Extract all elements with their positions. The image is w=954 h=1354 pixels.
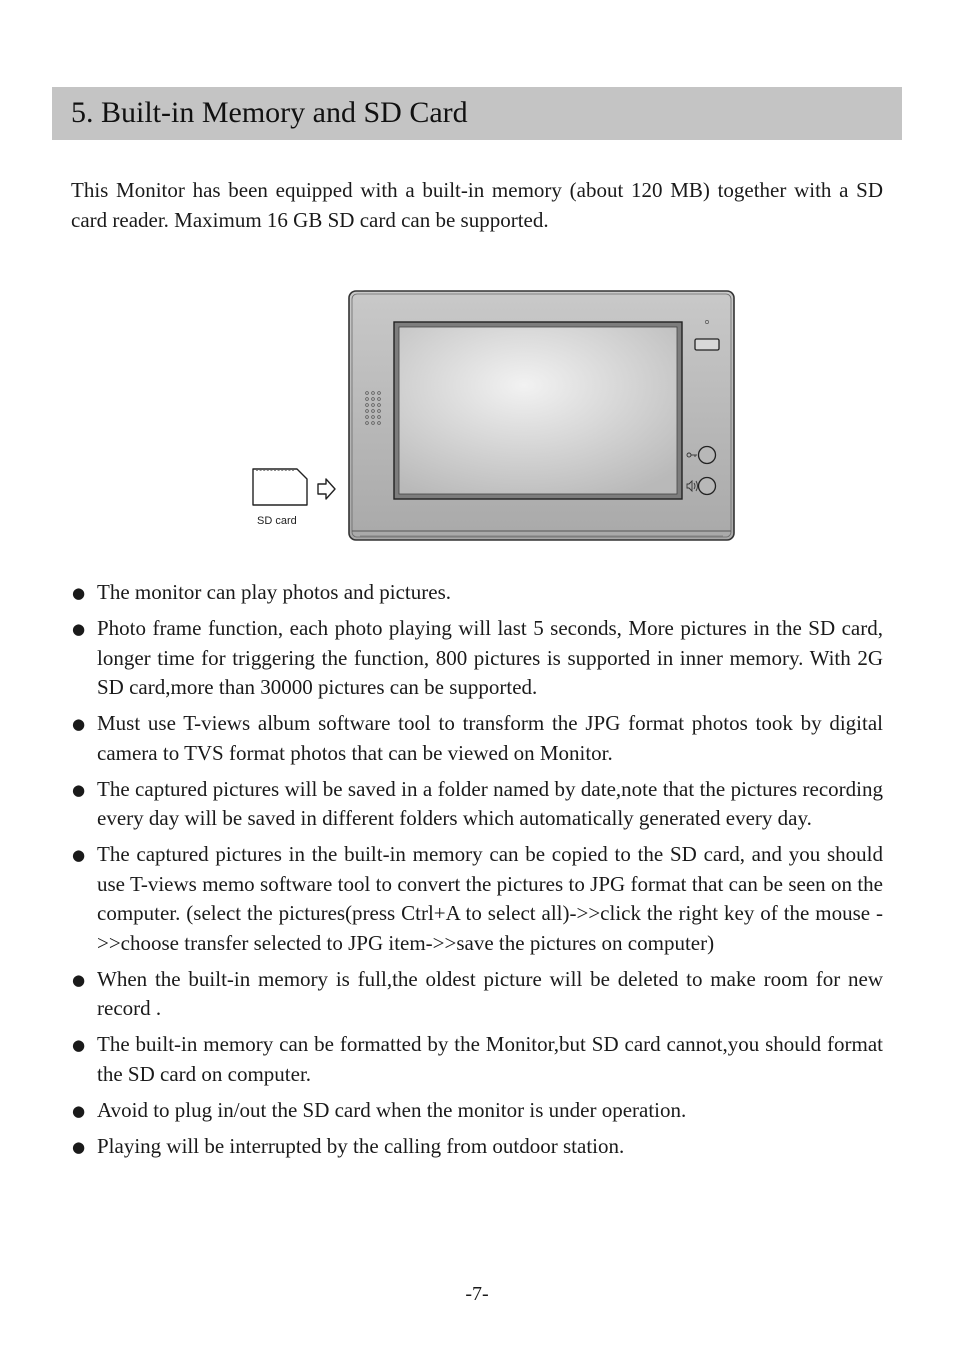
section-header [52,87,902,140]
bullet-marker: ● [72,1101,86,1120]
bullet-item [71,578,883,608]
sd-card-icon [253,469,307,505]
bullet-item [71,840,883,958]
section-title: 5. Built-in Memory and SD Card [71,96,468,129]
bullet-item [71,1096,883,1126]
sd-card-label: SD card [257,515,297,527]
menu-button [695,339,719,350]
bullet-marker: ● [72,715,86,733]
bullet-marker: ● [72,1036,86,1054]
bullet-list [71,578,883,1168]
bullet-text: Must use T-views album software tool to transform the JPG format photos took by digital camera to TVS format photos that can be viewed on Monitor. [97,711,883,765]
bullet-text: When the built-in memory is full,the oldest picture will be deleted to make room for new record . [97,966,883,1020]
bullet-text: Playing will be interrupted by the calling from outdoor station. [97,1133,625,1158]
bullet-marker: ● [72,620,86,638]
page-number: -7- [465,1283,489,1305]
bullet-text: Photo frame function, each photo playing will last 5 seconds, More pictures in the SD card, longer time for triggering the function, 800 pictures is supported in inner memory. With 2G SD card,more than 30000 pictures can be supported. [97,616,883,699]
bullet-item [71,1030,883,1089]
arrow-right-icon [318,479,335,499]
monitor-illustration [248,285,748,547]
bullet-item [71,775,883,834]
bullet-text: The captured pictures will be saved in a folder named by date,note that the pictures recording every day will be saved in different folders which automatically generated every day. [97,776,883,830]
monitor-screen [394,322,682,499]
bullet-marker: ● [72,846,86,864]
bullet-text: The captured pictures in the built-in memory can be copied to the SD card, and you should use T-views memo software tool to convert the pictures to JPG format that can be seen on the computer. (select the pictures(press Ctrl+A to select all)->>click the right key of the mouse ->>choose transfer selected to JPG item->>save the pictures on computer) [97,842,883,955]
bullet-item [71,614,883,703]
bullet-item [71,965,883,1024]
bullet-text: The monitor can play photos and pictures. [97,580,451,604]
bullet-text: Avoid to plug in/out the SD card when the monitor is under operation. [97,1097,687,1122]
bullet-marker: ● [72,970,86,989]
intro-paragraph: This Monitor has been equipped with a built-in memory (about 120 MB) together with a SD card reader. Maximum 16 GB SD card can be supported. [71,178,883,232]
bullet-text: The built-in memory can be formatted by the Monitor,but SD card cannot,you should format the SD card on computer. [97,1032,883,1086]
bullet-marker: ● [72,584,86,602]
bullet-marker: ● [72,1137,86,1156]
bullet-marker: ● [72,780,86,799]
bullet-item [71,709,883,768]
bullet-item [71,1132,883,1162]
monitor-figure [248,285,748,547]
